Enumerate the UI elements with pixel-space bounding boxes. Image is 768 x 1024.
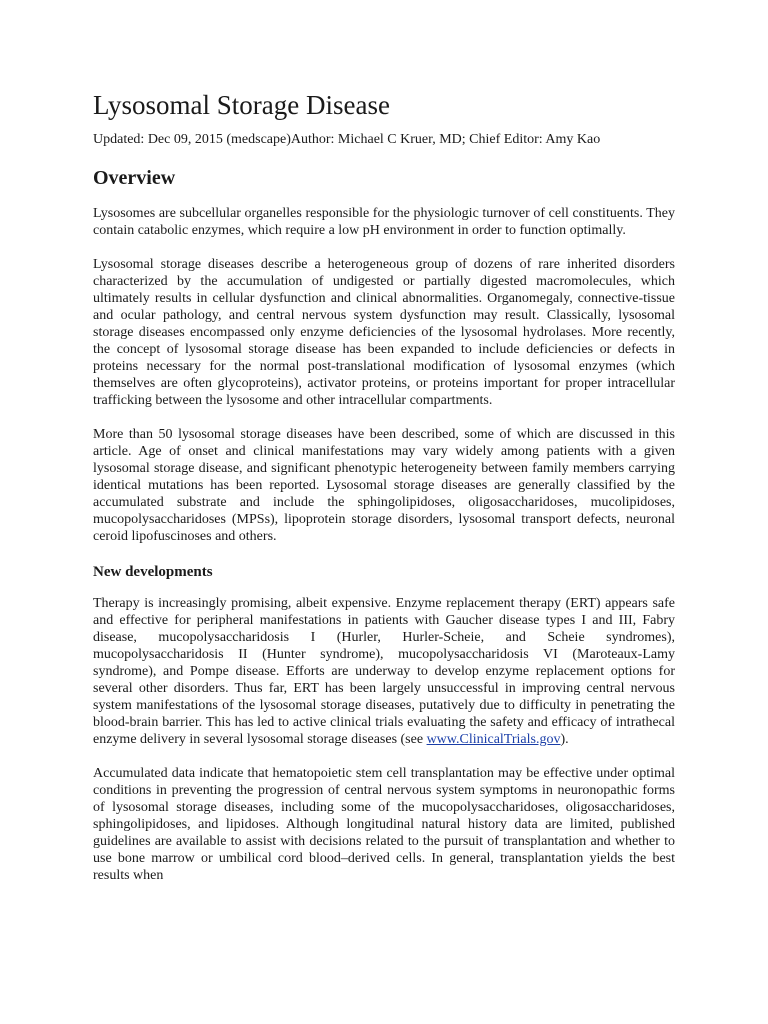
new-developments-heading: New developments <box>93 564 213 580</box>
overview-paragraph-1: Lysosomes are subcellular organelles responsible for the physiologic turnover of cell constituents. They contain catabolic enzymes, which require a low pH environment in order to function optimally. <box>93 206 675 238</box>
clinicaltrials-link[interactable]: www.ClinicalTrials.gov <box>426 732 561 747</box>
new-developments-paragraph-1 <box>93 595 675 748</box>
new-developments-paragraph-2: Accumulated data indicate that hematopoietic stem cell transplantation may be effective under optimal conditions in preventing the progression of central nervous system symptoms in neuronopathic forms of lysosomal storage diseases, including some of the mucopolysaccharidoses, oligosaccharidoses, sphingolipidoses, and lipidoses. Although longitudinal natural history data are limited, published guidelines are available to assist with decisions related to the pursuit of transplantation and whether to use bone marrow or umbilical cord blood–derived cells. In general, transplantation yields the best results when <box>93 766 675 883</box>
document-meta: Updated: Dec 09, 2015 (medscape)Author: Michael C Kruer, MD; Chief Editor: Amy Kao <box>93 132 601 147</box>
paragraph-text-end: ). <box>560 732 569 747</box>
document-title: Lysosomal Storage Disease <box>93 90 390 120</box>
paragraph-text: Therapy is increasingly promising, albeit expensive. Enzyme replacement therapy (ERT) appears safe and effective for peripheral manifestations in patients with Gaucher disease types I and III, Fabry disease, mucopolysaccharidosis I (Hurler, Hurler-Scheie, and Scheie syndromes), mucopolysaccharidosis II (Hunter syndrome), mucopolysaccharidosis VI (Maroteaux-Lamy syndrome), and Pompe disease. Efforts are underway to develop enzyme replacement options for several other disorders. Thus far, ERT has been largely unsuccessful in improving central nervous system manifestations of the lysosomal storage diseases, putatively due to difficulty in penetrating the blood-brain barrier. This has led to active clinical trials evaluating the safety and efficacy of intrathecal enzyme delivery in several lysosomal storage diseases (see <box>93 596 675 747</box>
overview-paragraph-2: Lysosomal storage diseases describe a heterogeneous group of dozens of rare inherited disorders characterized by the accumulation of undigested or partially digested macromolecules, which ultimately results in cellular dysfunction and clinical abnormalities. Organomegaly, connective-tissue and ocular pathology, and central nervous system dysfunction may result. Classically, lysosomal storage diseases encompassed only enzyme deficiencies of the lysosomal hydrolases. More recently, the concept of lysosomal storage disease has been expanded to include deficiencies or defects in proteins necessary for the normal post-translational modification of lysosomal enzymes (which themselves are often glycoproteins), activator proteins, or proteins important for proper intracellular trafficking between the lysosome and other intracellular compartments. <box>93 257 675 408</box>
overview-heading: Overview <box>93 167 176 189</box>
overview-paragraph-3: More than 50 lysosomal storage diseases have been described, some of which are discussed in this article. Age of onset and clinical manifestations may vary widely among patients with a given lysosomal storage disease, and significant phenotypic heterogeneity between family members carrying identical mutations has been reported. Lysosomal storage diseases are generally classified by the accumulated substrate and include the sphingolipidoses, oligosaccharidoses, mucolipidoses, mucopolysaccharidoses (MPSs), lipoprotein storage disorders, lysosomal transport defects, neuronal ceroid lipofuscinoses and others. <box>93 427 675 544</box>
